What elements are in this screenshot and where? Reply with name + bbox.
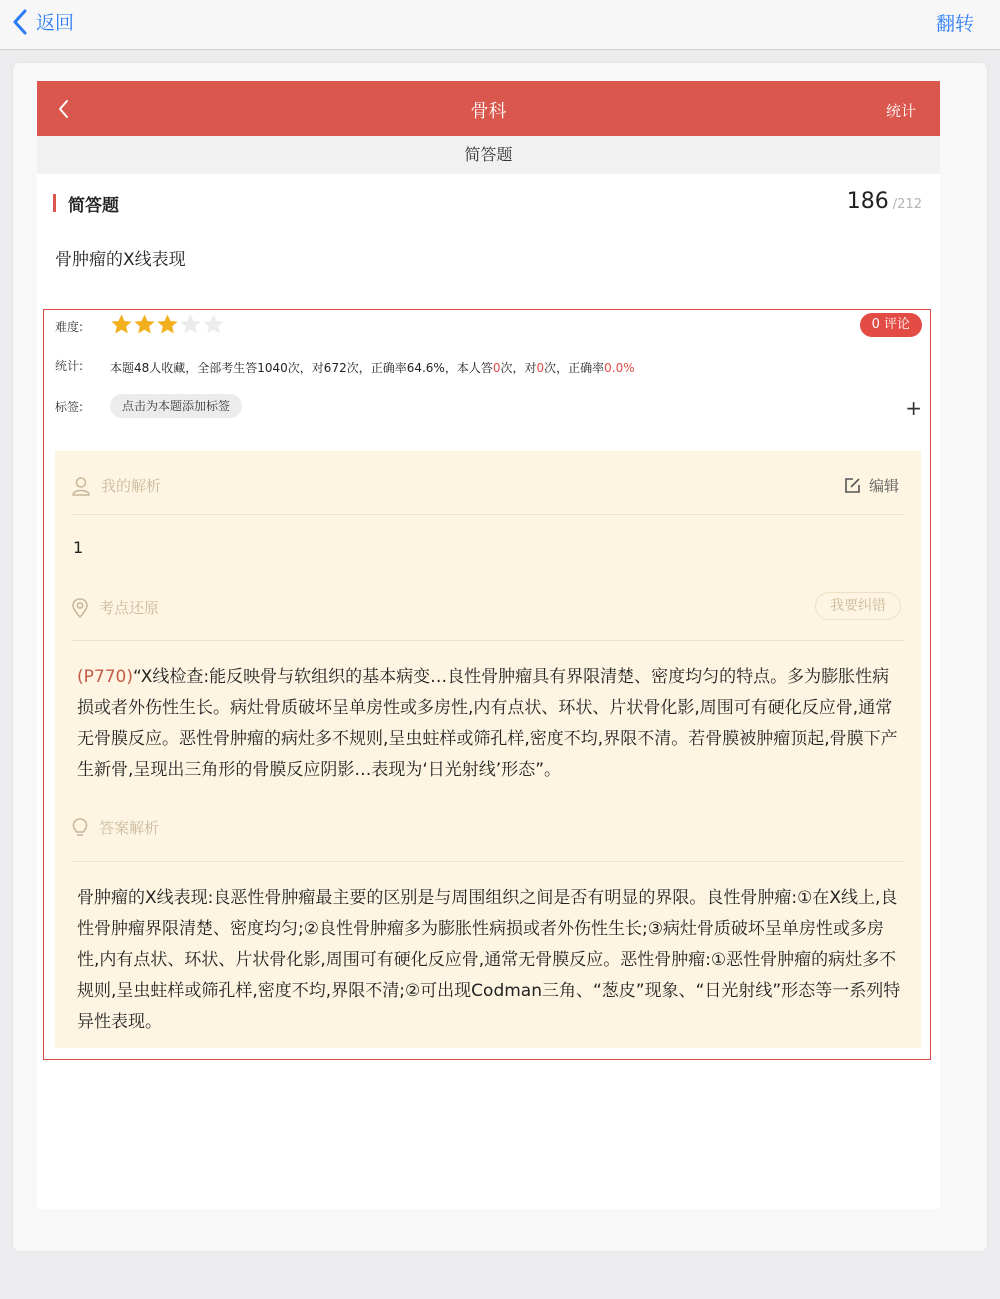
my-analysis-header xyxy=(71,475,161,496)
flip-button[interactable]: 翻转 xyxy=(935,13,974,35)
comments-button[interactable]: 0 评论 xyxy=(860,313,922,337)
tags-label: 标签: xyxy=(55,400,84,414)
subject-header xyxy=(37,81,940,136)
star-icon xyxy=(156,313,179,336)
question-card xyxy=(13,63,987,1251)
question-details-box xyxy=(43,309,931,1060)
stats-button[interactable]: 统计 xyxy=(885,102,916,120)
key-point-header xyxy=(71,597,159,618)
page-reference: (P770) xyxy=(77,667,133,687)
stats-my-answers: 0 xyxy=(492,361,501,375)
answer-analysis-header xyxy=(71,817,159,838)
divider xyxy=(71,514,905,515)
stats-text-part: 本题48人收藏，全部考生答1040次，对672次，正确率64.6%，本人答 xyxy=(110,361,493,375)
key-point-text xyxy=(77,662,903,786)
difficulty-label: 难度: xyxy=(55,320,84,334)
key-point-content: “X线检查:能反映骨与软组织的基本病变…良性骨肿瘤具有界限清楚、密度均匀的特点。多为膨胀性病损或者外伤性生长。病灶骨质破坏呈单房性或多房性,内有点状、环状、片状骨化影,周围可有硬化反应骨,通常无骨膜反应。恶性骨肿瘤的病灶多不规则,呈虫蛀样或筛孔样,密度不均,界限不清。若骨膜被肿瘤顶起,骨膜下产生新骨,呈现出三角形的骨膜反应阴影…表现为‘日光射线’形态”。 xyxy=(77,667,898,780)
my-analysis-label: 我的解析 xyxy=(101,477,162,495)
star-icon xyxy=(202,313,225,336)
stats-label: 统计: xyxy=(55,359,84,373)
star-icon xyxy=(110,313,133,336)
card-content xyxy=(37,81,940,1209)
question-type-label: 简答题 xyxy=(68,195,119,216)
question-counter xyxy=(847,189,922,214)
difficulty-stars xyxy=(110,313,225,336)
chevron-left-icon xyxy=(12,9,28,35)
question-type-heading xyxy=(53,193,119,216)
current-question-number: 186 xyxy=(846,189,889,214)
my-answer-text: 1 xyxy=(73,538,84,557)
star-icon xyxy=(133,313,156,336)
key-point-label: 考点还原 xyxy=(99,599,160,617)
star-icon xyxy=(179,313,202,336)
back-label: 返回 xyxy=(36,12,75,34)
plus-icon[interactable]: + xyxy=(905,396,922,420)
back-button[interactable] xyxy=(12,8,74,35)
analysis-panel xyxy=(55,451,921,1048)
stats-text-part: 次，正确率 xyxy=(544,361,605,375)
total-questions: /212 xyxy=(892,197,922,212)
location-pin-icon xyxy=(71,598,89,618)
question-text: 骨肿瘤的X线表现 xyxy=(55,250,186,270)
add-tag-button[interactable]: 点击为本题添加标签 xyxy=(110,394,242,418)
answer-analysis-text: 骨肿瘤的X线表现:良恶性骨肿瘤最主要的区别是与周围组织之间是否有明显的界限。良性骨肿瘤:①在X线上,良性骨肿瘤界限清楚、密度均匀;②良性骨肿瘤多为膨胀性病损或者外伤性生长;③病灶骨质破坏呈单房性或多房性,内有点状、环状、片状骨化影,周围可有硬化反应骨,通常无骨膜反应。恶性骨肿瘤:①恶性骨肿瘤的病灶多不规则,呈虫蛀样或筛孔样,密度不均,界限不清;②可出现Codman三角、“葱皮”现象、“日光射线”形态等一系列特异性表现。 xyxy=(77,888,901,1032)
stats-text-part: 次，对 xyxy=(500,361,537,375)
subject-title: 骨科 xyxy=(470,101,507,122)
divider xyxy=(71,640,905,641)
edit-button[interactable] xyxy=(844,475,899,496)
divider xyxy=(71,861,905,862)
edit-label: 编辑 xyxy=(868,477,899,495)
answer-analysis-label: 答案解析 xyxy=(99,819,160,837)
report-error-button[interactable]: 我要纠错 xyxy=(815,592,901,620)
edit-icon xyxy=(844,477,861,494)
accent-marker xyxy=(53,194,56,212)
question-type-bar: 简答题 xyxy=(37,136,940,174)
stats-my-correct: 0 xyxy=(536,361,545,375)
user-icon xyxy=(71,476,91,496)
top-navigation-bar xyxy=(0,0,1000,50)
lightbulb-icon xyxy=(71,818,89,838)
stats-my-rate: 0.0% xyxy=(604,361,635,375)
stats-text xyxy=(110,359,635,376)
